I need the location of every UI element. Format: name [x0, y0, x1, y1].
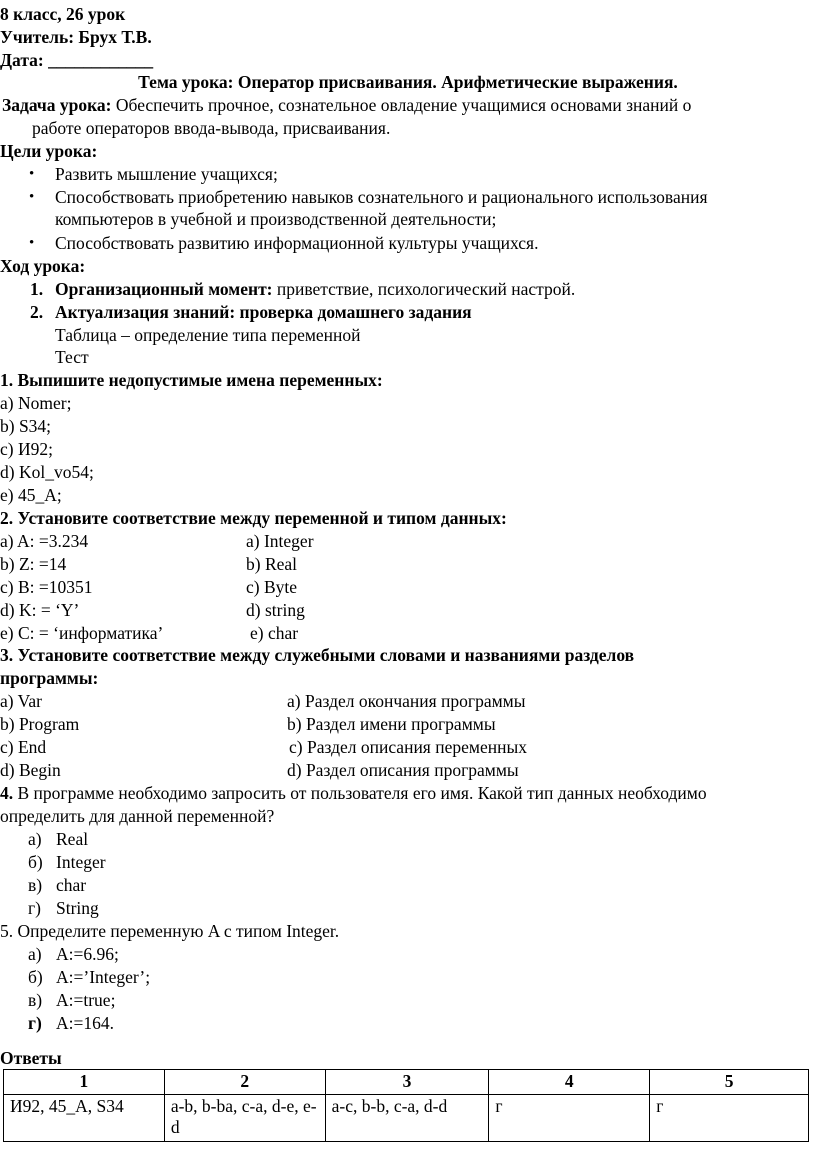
answers-value-row	[4, 1095, 809, 1142]
teacher-line: Учитель: Брух Т.В.	[0, 27, 152, 47]
question-3-title-1: 3. Установите соответствие между служебными словами и названиями разделов	[0, 645, 635, 665]
question-2-right-c: c) Byte	[246, 577, 298, 597]
question-5-title: 5. Определите переменную A с типом Integer.	[0, 921, 340, 941]
question-3-left-c: c) End	[0, 737, 47, 757]
goal-item-2: • Способствовать приобретению навыков сознательного и рационального использования	[55, 186, 708, 209]
goal-item-3: • Способствовать развитию информационной культуры учащихся.	[55, 232, 538, 255]
question-2-right-d: d) string	[246, 600, 305, 620]
question-4-option-c: char	[56, 875, 87, 895]
question-2-left-d: d) K: = ‘Y’	[0, 600, 80, 620]
question-5-label-c: в)	[28, 990, 43, 1010]
question-5-label-d: г)	[28, 1013, 42, 1033]
question-4-label-d: г)	[28, 898, 42, 918]
question-4-label-b: б)	[28, 852, 43, 872]
task-label: Задача урока:	[2, 95, 112, 115]
lesson-topic: Тема урока: Оператор присваивания. Арифметические выражения.	[138, 72, 678, 92]
question-4-label-c: в)	[28, 875, 43, 895]
answers-heading: Ответы	[0, 1048, 62, 1068]
question-5-label-b: б)	[28, 967, 43, 987]
question-2-left-b: b) Z: =14	[0, 554, 67, 574]
flow-step-1-number: 1.	[30, 279, 44, 299]
question-1-option-a: a) Nomer;	[0, 393, 72, 413]
question-4-number: 4.	[0, 783, 14, 803]
question-4-line-1	[0, 782, 707, 805]
answer-2: a-b, b-ba, c-a, d-e, e-d	[164, 1095, 325, 1142]
goal-item-1: • Развить мышление учащихся;	[55, 163, 278, 186]
flow-step-2-number: 2.	[30, 302, 44, 322]
question-1-option-d: d) Kol_vo54;	[0, 462, 94, 482]
question-5-option-c: A:=true;	[56, 990, 116, 1010]
class-lesson-line: 8 класс, 26 урок	[0, 4, 126, 24]
answers-table	[3, 1069, 809, 1142]
question-4-option-a: Real	[56, 829, 89, 849]
question-1-option-b: b) S34;	[0, 416, 52, 436]
goals-heading: Цели урока:	[0, 141, 98, 161]
question-2-left-a: a) A: =3.234	[0, 531, 89, 551]
question-2-left-c: c) B: =10351	[0, 577, 93, 597]
flow-step-1-content	[55, 278, 575, 301]
lesson-flow-heading: Ход урока:	[0, 256, 86, 276]
question-2-title: 2. Установите соответствие между переменной и типом данных:	[0, 508, 507, 528]
question-5-label-a: а)	[28, 944, 42, 964]
flow-step-1-text: приветствие, психологический настрой.	[272, 279, 576, 299]
question-2-left-e: e) C: = ‘информатика’	[0, 623, 164, 643]
answers-col-4: 4	[489, 1070, 650, 1095]
question-3-left-a: a) Var	[0, 691, 42, 711]
question-4-text: В программе необходимо запросить от пользователя его имя. Какой тип данных необходимо	[13, 783, 707, 803]
answers-header-row	[4, 1070, 809, 1095]
date-line: Дата: ____________	[0, 50, 154, 70]
question-3-right-a: a) Раздел окончания программы	[287, 691, 526, 711]
question-3-left-d: d) Begin	[0, 760, 61, 780]
question-1-option-e: e) 45_A;	[0, 485, 62, 505]
answers-col-1: 1	[4, 1070, 165, 1095]
question-2-right-e: e) char	[250, 623, 299, 643]
question-5-option-b: A:=’Integer’;	[56, 967, 151, 987]
question-3-left-b: b) Program	[0, 714, 80, 734]
answers-col-3: 3	[325, 1070, 489, 1095]
question-2-right-a: a) Integer	[246, 531, 314, 551]
question-4-option-d: String	[56, 898, 99, 918]
goal-item-2-continued: компьютеров в учебной и производственной деятельности;	[55, 209, 497, 229]
question-4-option-b: Integer	[56, 852, 106, 872]
flow-step-1	[30, 278, 43, 301]
task-line-1	[2, 94, 691, 117]
question-1-option-c: c) И92;	[0, 439, 53, 459]
flow-step-2-title: Актуализация знаний: проверка домашнего задания	[55, 302, 472, 322]
flow-step-2-table: Таблица – определение типа переменной	[55, 325, 361, 345]
flow-step-2-test: Тест	[55, 347, 89, 367]
question-1-title: 1. Выпишите недопустимые имена переменных:	[0, 370, 383, 390]
answer-5: г	[650, 1095, 809, 1142]
answers-col-2: 2	[164, 1070, 325, 1095]
question-3-title-2: программы:	[0, 668, 99, 688]
answer-3: a-c, b-b, c-a, d-d	[325, 1095, 489, 1142]
question-2-right-b: b) Real	[246, 554, 298, 574]
answer-1: И92, 45_A, S34	[4, 1095, 165, 1142]
question-3-right-d: d) Раздел описания программы	[287, 760, 519, 780]
question-5-option-a: A:=6.96;	[56, 944, 119, 964]
question-3-right-b: b) Раздел имени программы	[287, 714, 496, 734]
question-3-right-c: c) Раздел описания переменных	[289, 737, 527, 757]
task-text-1: Обеспечить прочное, сознательное овладение учащимися основами знаний о	[115, 95, 692, 115]
question-4-label-a: а)	[28, 829, 42, 849]
flow-step-1-title: Организационный момент:	[55, 279, 273, 299]
question-5-option-d: A:=164.	[56, 1013, 114, 1033]
question-4-line-2: определить для данной переменной?	[0, 806, 275, 826]
answers-col-5: 5	[650, 1070, 809, 1095]
answer-4: г	[489, 1095, 650, 1142]
task-text-2: работе операторов ввода-вывода, присваивания.	[32, 118, 391, 138]
